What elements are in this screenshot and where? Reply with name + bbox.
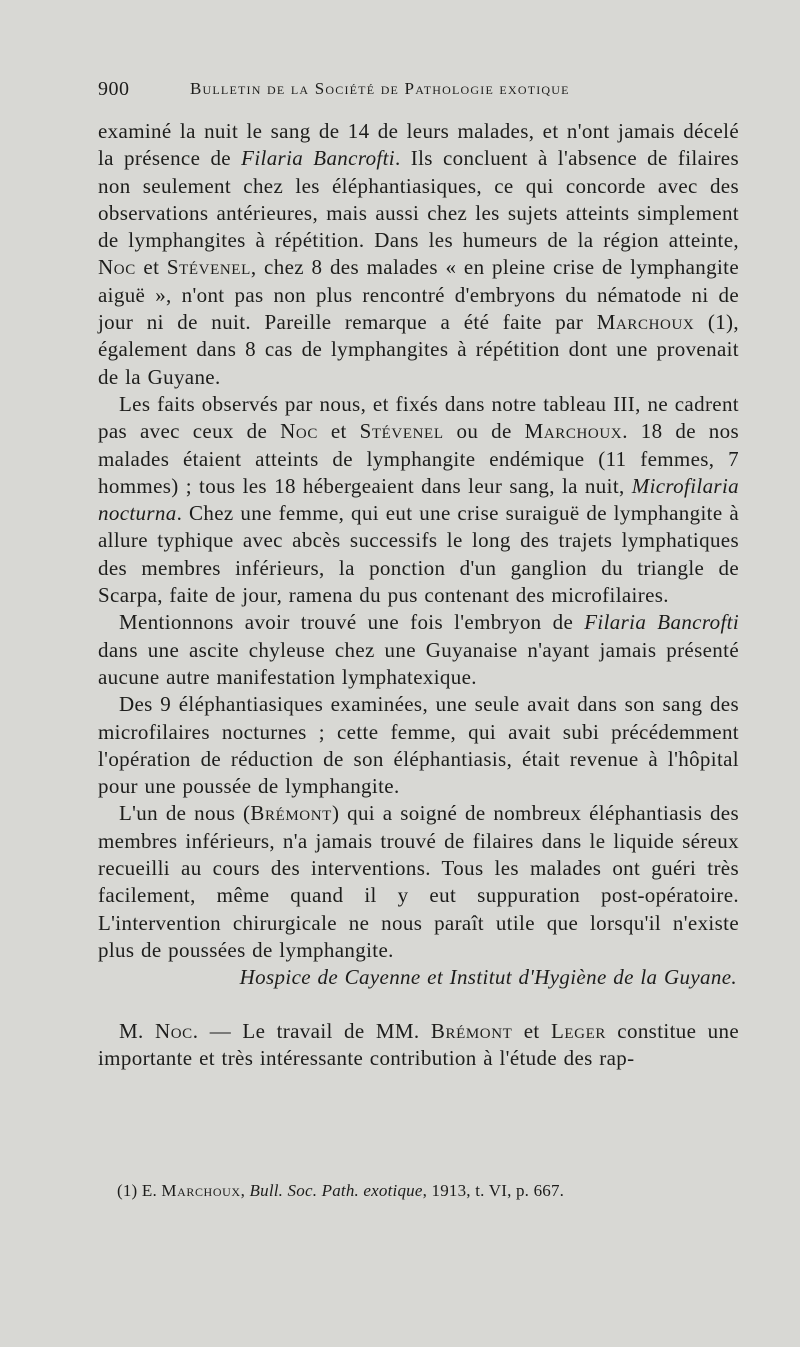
text-run: , 1913, t. VI, p. 667. — [422, 1181, 565, 1200]
italic-text: Bull. Soc. Path. exotique — [249, 1181, 423, 1200]
body-text — [98, 118, 739, 1072]
text-run: . 18 de nos malades étaient atteints de lymphangite endémique (11 femmes, 7 hommes) ; tous les 18 hébergeaient dans leur sang, la nuit, — [98, 419, 739, 498]
text-run: Mentionnons avoir trouvé une fois l'embryon de — [119, 610, 585, 635]
text-run: examiné la nuit le sang de 14 de leurs malades, et n'ont jamais décelé la présence de — [98, 119, 739, 171]
text-run: et — [135, 255, 167, 280]
text-run: ou de — [443, 419, 525, 444]
section-spacer — [98, 992, 739, 1018]
paragraph — [98, 691, 739, 800]
text-run: . Chez une femme, qui eut une crise suraiguë de lymphangite à allure typhique avec abcès successifs le long des trajets lymphatiques des membres inférieurs, la ponction d'un ganglion du triangle de Scarpa, faite de jour, ramena du pus contenant des microfilaires. — [98, 501, 739, 608]
text-run: L'un de nous ( — [119, 801, 251, 826]
paragraph — [98, 391, 739, 609]
italic-text: Microfilaria nocturna — [98, 473, 739, 526]
author-name: Brémont — [250, 801, 332, 826]
footnote — [117, 1180, 737, 1202]
author-name: Stévenel — [166, 255, 251, 280]
text-run: , — [240, 1181, 250, 1200]
author-name: Noc — [280, 419, 318, 444]
italic-text: Filaria Bancrofti — [584, 610, 739, 635]
author-name: Brémont — [430, 1018, 513, 1043]
text-run: , chez 8 des malades « en pleine crise de lymphangite aiguë », n'ont pas non plus rencontré d'embryons du nématode ni de jour ni de nuit. Pareille remarque a été faite par — [98, 255, 739, 335]
author-name: Leger — [550, 1018, 606, 1043]
author-name: Marchoux — [596, 310, 695, 335]
text-run: et — [512, 1018, 551, 1043]
text-run: ) qui a soigné de nombreux éléphantiasis des membres inférieurs, n'a jamais trouvé de filaires dans le liquide séreux recueilli au cours des interventions. Tous les malades ont guéri très facilement, même quand il y eut suppuration post-opératoire. L'intervention chirurgicale ne nous paraît utile que lorsqu'il n'existe plus de poussées de lymphangite. — [98, 801, 739, 962]
text-run: dans une ascite chyleuse chez une Guyanaise n'ayant jamais présenté aucune autre manifestation lymphatexique. — [98, 637, 739, 689]
text-run: M. — [119, 1018, 155, 1043]
text-run: . Ils concluent à l'absence de filaires non seulement chez les éléphantiasiques, ce qui concorde avec des observations antérieures, mais aussi chez les sujets atteints simplement de lymphangites à répétition. Dans les humeurs de la région atteinte, — [98, 146, 739, 253]
paragraph — [98, 800, 739, 964]
text-run: Hospice de Cayenne et Institut d'Hygiène de la Guyane. — [239, 965, 737, 990]
running-head — [98, 78, 738, 104]
text-run: (1), également dans 8 cas de lymphangites à répétition dont une provenait de la Guyane. — [98, 310, 739, 389]
author-name: Noc — [154, 1018, 193, 1043]
journal-title: Bulletin de la Société de Pathologie exotique — [190, 79, 570, 98]
signature-line — [98, 964, 739, 991]
author-name: Stévenel — [359, 419, 444, 444]
text-run: . — Le travail de MM. — [192, 1018, 431, 1043]
italic-text: Filaria Bancrofti — [241, 146, 395, 171]
text-run: et — [317, 419, 360, 444]
text-run: Des 9 éléphantiasiques examinées, une seule avait dans son sang des microfilaires nocturnes ; cette femme, qui avait subi précédemment l'opération de réduction de son éléphantiasis, était revenue à l'hôpital pour une poussée de lymphangite. — [98, 692, 739, 799]
paragraph-discussion — [98, 1018, 739, 1073]
paragraph-continued — [98, 118, 739, 391]
text-run: constitue une importante et très intéressante contribution à l'étude des rap- — [98, 1018, 739, 1070]
text-run: Les faits observés par nous, et fixés dans notre tableau III, ne cadrent pas avec ceux de — [98, 391, 739, 444]
paragraph — [98, 609, 739, 691]
author-name: Marchoux — [524, 419, 623, 444]
page-number: 900 — [98, 78, 130, 100]
author-name: Marchoux — [161, 1181, 241, 1200]
author-name: Noc — [98, 255, 136, 280]
text-run: (1) E. — [117, 1181, 162, 1200]
